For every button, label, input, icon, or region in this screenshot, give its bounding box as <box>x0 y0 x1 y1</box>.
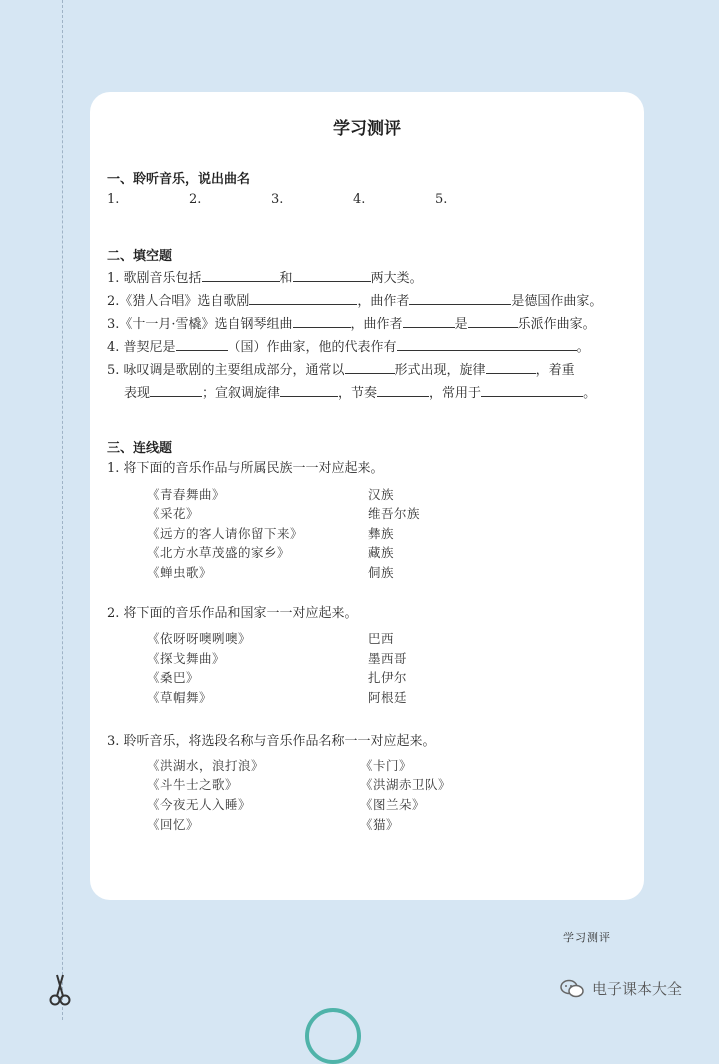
worksheet-card <box>90 92 644 900</box>
match-left-item[interactable]: 《回忆》 <box>147 817 200 832</box>
match-right-item[interactable]: 墨西哥 <box>368 651 408 666</box>
listen-number-5: 5. <box>435 192 448 207</box>
answer-blank[interactable] <box>176 336 228 351</box>
match-left-item[interactable]: 《桑巴》 <box>147 670 200 685</box>
answer-blank[interactable] <box>486 359 536 374</box>
answer-blank[interactable] <box>280 382 338 397</box>
fill-question-1: 1. 歌剧音乐包括 和 两大类。 <box>107 267 423 289</box>
answer-blank[interactable] <box>150 382 202 397</box>
section-2-heading: 二、填空题 <box>107 249 173 264</box>
answer-blank[interactable] <box>202 267 280 282</box>
fill-question-3: 3.《十一月·雪橇》选自钢琴组曲 ，曲作者 是 乐派作曲家。 <box>107 313 596 335</box>
fill-question-2: 2.《猎人合唱》选自歌剧 ，曲作者 是德国作曲家。 <box>107 290 602 312</box>
match-right-item[interactable]: 维吾尔族 <box>368 506 421 521</box>
cut-line <box>62 0 63 1020</box>
match-right-item[interactable]: 扎伊尔 <box>368 670 408 685</box>
match-left-item[interactable]: 《远方的客人请你留下来》 <box>147 526 304 541</box>
scissors-icon <box>48 973 72 1007</box>
match-left-item[interactable]: 《洪湖水，浪打浪》 <box>147 758 265 773</box>
match-right-item[interactable]: 侗族 <box>368 565 395 580</box>
listen-number-2: 2. <box>189 192 202 207</box>
listen-number-3: 3. <box>271 192 284 207</box>
answer-blank[interactable] <box>249 290 357 305</box>
match-left-item[interactable]: 《依呀呀噢咧噢》 <box>147 631 252 646</box>
listen-number-1: 1. <box>107 192 120 207</box>
match-left-item[interactable]: 《采花》 <box>147 506 200 521</box>
match-question-3-prompt: 3. 聆听音乐，将选段名称与音乐作品名称一一对应起来。 <box>107 734 436 749</box>
match-question-2-prompt: 2. 将下面的音乐作品和国家一一对应起来。 <box>107 606 358 621</box>
match-right-item[interactable]: 藏族 <box>368 545 395 560</box>
page-tab-decoration <box>305 1008 361 1064</box>
match-left-item[interactable]: 《青春舞曲》 <box>147 487 226 502</box>
answer-blank[interactable] <box>403 313 455 328</box>
watermark <box>560 978 682 999</box>
fill-question-4: 4. 普契尼是 （国）作曲家，他的代表作有 。 <box>107 336 590 358</box>
answer-blank[interactable] <box>468 313 518 328</box>
answer-blank[interactable] <box>481 382 583 397</box>
match-right-item[interactable]: 阿根廷 <box>368 690 408 705</box>
match-right-item[interactable]: 《卡门》 <box>360 758 413 773</box>
footer-page-label: 学习测评 <box>563 931 611 944</box>
page-title: 学习测评 <box>333 119 401 139</box>
answer-blank[interactable] <box>409 290 511 305</box>
match-right-item[interactable]: 巴西 <box>368 631 395 646</box>
match-right-item[interactable]: 《猫》 <box>360 817 400 832</box>
answer-blank[interactable] <box>293 267 371 282</box>
section-3-heading: 三、连线题 <box>107 441 173 456</box>
match-left-item[interactable]: 《斗牛士之歌》 <box>147 777 239 792</box>
match-left-item[interactable]: 《草帽舞》 <box>147 690 213 705</box>
fill-question-5-continued: 表现 ；宣叙调旋律 ，节奏 ，常用于 。 <box>124 382 596 404</box>
match-question-1-prompt: 1. 将下面的音乐作品与所属民族一一对应起来。 <box>107 461 384 476</box>
watermark-text: 电子课本大全 <box>592 980 683 998</box>
match-left-item[interactable]: 《北方水草茂盛的家乡》 <box>147 545 291 560</box>
match-right-item[interactable]: 《洪湖赤卫队》 <box>360 777 452 792</box>
fill-question-5: 5. 咏叹调是歌剧的主要组成部分，通常以 形式出现，旋律 ，着重 <box>107 359 575 381</box>
chat-bubble-icon <box>560 979 584 999</box>
match-left-item[interactable]: 《今夜无人入睡》 <box>147 797 252 812</box>
answer-blank[interactable] <box>293 313 351 328</box>
match-right-item[interactable]: 《图兰朵》 <box>360 797 426 812</box>
match-right-item[interactable]: 汉族 <box>368 487 395 502</box>
answer-blank[interactable] <box>345 359 395 374</box>
match-left-item[interactable]: 《探戈舞曲》 <box>147 651 226 666</box>
match-right-item[interactable]: 彝族 <box>368 526 395 541</box>
listen-number-4: 4. <box>353 192 366 207</box>
section-1-heading: 一、聆听音乐，说出曲名 <box>107 172 251 187</box>
match-left-item[interactable]: 《蝉虫歌》 <box>147 565 213 580</box>
answer-blank[interactable] <box>397 336 577 351</box>
answer-blank[interactable] <box>377 382 429 397</box>
